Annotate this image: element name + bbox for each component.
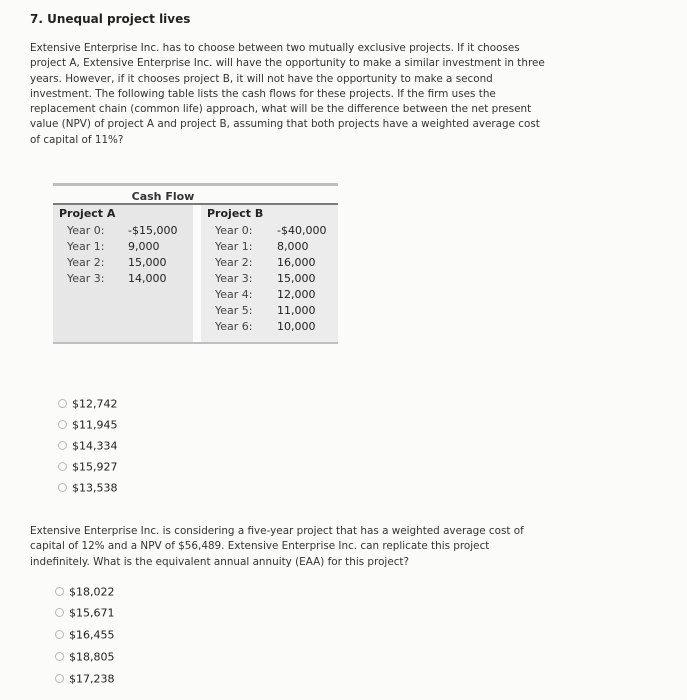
answer-option[interactable] <box>55 672 115 688</box>
cash-flow-table <box>53 183 338 345</box>
radio-button[interactable] <box>55 587 64 596</box>
table-cell-value: 10,000 <box>277 320 316 333</box>
question-text-line: replacement chain (common life) approach, what will be the difference between the net present <box>30 103 532 116</box>
table-cell-value: 14,000 <box>128 272 167 285</box>
radio-button[interactable] <box>58 420 67 429</box>
answer-option-label: $15,927 <box>72 460 118 474</box>
table-cell-year: Year 0: <box>215 224 253 237</box>
table-cell-value: -$40,000 <box>277 224 327 237</box>
answer-option[interactable] <box>58 439 118 455</box>
answer-option[interactable] <box>55 650 115 666</box>
table-cell-value: 9,000 <box>128 240 160 253</box>
project-b-label: Project B <box>207 207 264 220</box>
answer-option-label: $16,455 <box>69 628 115 642</box>
question-text-line: value (NPV) of project A and project B, assuming that both projects have a weighted average cost <box>30 118 540 131</box>
answer-option-label: $18,022 <box>69 585 115 599</box>
project-a-label: Project A <box>59 207 116 220</box>
radio-button[interactable] <box>58 483 67 492</box>
table-cell-value: 16,000 <box>277 256 316 269</box>
answer-option-label: $17,238 <box>69 672 115 686</box>
answer-option-label: $14,334 <box>72 439 118 453</box>
answer-option-label: $12,742 <box>72 397 118 411</box>
radio-button[interactable] <box>58 441 67 450</box>
table-bottom-rule <box>53 342 338 344</box>
answer-option-label: $13,538 <box>72 481 118 495</box>
question-text <box>30 524 600 570</box>
answer-option[interactable] <box>58 418 118 434</box>
table-cell-year: Year 6: <box>215 320 253 333</box>
answer-option[interactable] <box>55 606 115 622</box>
table-cell-year: Year 3: <box>215 272 253 285</box>
question-text-line: Extensive Enterprise Inc. is considering a five-year project that has a weighted average cost of <box>30 525 524 537</box>
radio-button[interactable] <box>58 399 67 408</box>
question-text <box>30 41 610 148</box>
table-cell-value: 12,000 <box>277 288 316 301</box>
answer-option-label: $11,945 <box>72 418 118 432</box>
answer-option-label: $15,671 <box>69 606 115 620</box>
table-cell-year: Year 2: <box>215 256 253 269</box>
question-text-line: years. However, if it chooses project B, it will not have the opportunity to make a second <box>30 72 493 85</box>
radio-button[interactable] <box>55 652 64 661</box>
table-cell-year: Year 1: <box>67 240 105 253</box>
table-cell-year: Year 2: <box>67 256 105 269</box>
table-cell-year: Year 4: <box>215 288 253 301</box>
table-cell-year: Year 3: <box>67 272 105 285</box>
table-cell-value: 8,000 <box>277 240 309 253</box>
question-title: 7. Unequal project lives <box>30 12 191 26</box>
radio-button[interactable] <box>58 462 67 471</box>
answer-option[interactable] <box>55 628 115 644</box>
answer-option[interactable] <box>58 397 118 413</box>
answer-option[interactable] <box>58 460 118 476</box>
question-text-line: investment. The following table lists the cash flows for these projects. If the firm uses the <box>30 87 496 100</box>
table-cell-value: 15,000 <box>277 272 316 285</box>
cash-flow-header: Cash Flow <box>131 190 195 203</box>
table-cell-year: Year 1: <box>215 240 253 253</box>
question-text-line: of capital of 11%? <box>30 133 124 146</box>
table-cell-year: Year 5: <box>215 304 253 317</box>
answer-option-label: $18,805 <box>69 650 115 664</box>
table-top-rule <box>53 183 338 186</box>
radio-button[interactable] <box>55 674 64 683</box>
question-text-line: project A, Extensive Enterprise Inc. will have the opportunity to make a similar investment in three <box>30 57 545 70</box>
radio-button[interactable] <box>55 608 64 617</box>
answer-option[interactable] <box>55 585 115 601</box>
answer-option[interactable] <box>58 481 118 497</box>
table-cell-value: -$15,000 <box>128 224 178 237</box>
question-text-line: Extensive Enterprise Inc. has to choose between two mutually exclusive projects. If it chooses <box>30 42 520 54</box>
table-cell-value: 15,000 <box>128 256 167 269</box>
table-cell-year: Year 0: <box>67 224 105 237</box>
table-cell-value: 11,000 <box>277 304 316 317</box>
radio-button[interactable] <box>55 630 64 639</box>
question-text-line: capital of 12% and a NPV of $56,489. Extensive Enterprise Inc. can replicate this project <box>30 540 490 553</box>
question-text-line: indefinitely. What is the equivalent annual annuity (EAA) for this project? <box>30 555 410 568</box>
